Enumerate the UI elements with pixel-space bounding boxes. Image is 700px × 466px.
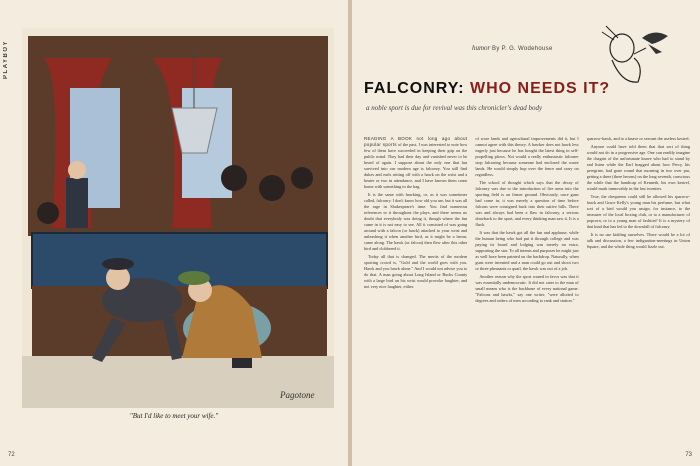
text-column-2	[475, 136, 578, 452]
left-page	[0, 0, 348, 466]
kicker-author: By P. G. Wodehouse	[492, 46, 553, 52]
right-page	[352, 0, 700, 466]
column-paragraph: True, the chequeens could still be allowed his sparrow-hawk and Grace Kelly's young man his perfume, but what sort of a bird would you assign, for instance, to the treasurer of the local boxing club, or to a manufacturer of popcorn, or to a young man of fashion? It is a mystery of that kind that has led to the downfall of falconry.	[586, 194, 690, 229]
paragraph-text: of the past, I was interested to note how few of them have succeeded in keeping their grip on the public mind. They had their day and vanished never to be heard of again. I suppose about the only one that has survived into our modern age is falconry. You still find dukes and earls setting off with a hawk on the wrist and a beater or two in attendance, and I have known them come home with something in the bag.	[364, 142, 468, 189]
column-paragraph: sparrow-hawk, and to a knave or servant the useless kestrel.	[586, 136, 690, 141]
cartoon-illustration	[22, 28, 334, 408]
column-paragraph: Today all that is changed. The merits of the modern sporting crowd is, "Gold and the world goes with you. Hawk and you hawk alone." And I would not advise you to do that. A man going about Long Island or Bucks County with a large bird on his wrist would provoke laughter, and not very nice laughter, either.	[364, 254, 468, 289]
page-number-right: 73	[685, 452, 692, 458]
headline-part-2: WHO NEEDS IT?	[470, 80, 611, 97]
text-column-1	[364, 136, 467, 452]
cartoon-signature: Pagotone	[280, 390, 315, 400]
cartoon-caption: "But I'd like to meet your wife."	[129, 412, 219, 420]
kicker-section: humor	[472, 44, 491, 52]
column-paragraph: The school of thought which says that the decay of falconry was due to the introduction of fire arms into the sporting field is on firmer ground. Obviously, once guns had come in, it was merely a question of time before falcons were consigned back into their native hills. There was and always had been a flaw in falconry, a serious drawback to the sport, and every thinking man saw it. It is a flush.	[475, 180, 579, 227]
column-paragraph: It was that the hawk got all the fun and applause, while the human being who had put it through college and was paying its board and lodging was merely an extra, supporting the star. To all intents and purposes he might just as well have been painted on the backdrop. Naturally, when guns were invented and a man could go out and shoot two or three pheasants or quail, the hawk was out of a job.	[475, 230, 579, 271]
running-head: PLAYBOY	[3, 40, 9, 79]
article-body	[364, 136, 690, 452]
column-paragraph	[364, 136, 467, 190]
article-headline	[364, 80, 610, 98]
column-paragraph: of wore lands and agricultural improvements did it, but I cannot agree with this theory. A hawker does not hawk less eagerly just because he has bought the latest thing in self-propelling plows. Not would a really enthusiastic falconer stop falconing because someone had enclosed the waste lands. He would simply hop over the fence and carry on regardless.	[475, 136, 579, 177]
article-lead-in: READING A BOOK not long ago about popular sports	[364, 136, 468, 147]
column-paragraph: Anyone could have told them that that sort of thing would not do in a progressive age. One can readily imagine the chagrin of the unfortunate knave who had to stand by and listen while the Earl bragged about how Percy, his peregrine, had gone round that morning in two over par, getting a three (three herons) on the long seventh, conscious the while that the handicap of Kenneth, his own kestrel, would mark immovably in the last twenties.	[586, 144, 690, 191]
headline-part-1: FALCONRY:	[364, 80, 465, 97]
column-paragraph: It is no use kidding ourselves. There would be a lot of talk and discussion, a few indignation-meetings in Union Square, and the whole thing would fizzle out.	[586, 232, 690, 249]
article-deck: a noble sport is due for revival was this chronicler's dead body	[366, 104, 543, 112]
text-column-3	[587, 136, 690, 452]
article-kicker	[472, 44, 553, 52]
column-paragraph: Another reason why the sport waned in favor was that it was essentially undemocratic. It did not cater to the man of small means who is the backbone of every national game. "Falcons and hawks," say one writer, "were allotted to degrees and orders of men according to rank and station."	[475, 274, 579, 303]
column-paragraph: It is the same with hawking, or, as it was sometimes called, falconry. I don't know how old you are, but it was all the rage in Shakespeare's time. You find numerous references to it throughout the plays, and there seems no doubt that everybody was doing it, though where the fun came in it is not easy to see. All it consisted of was going around with a falcon (or hawk) attached to your wrist and unleashing it when another bird, as it might be a heron, came along. The hawk (or falcon) then flew after this other bird and clobbered it.	[364, 192, 468, 251]
page-number-left: 72	[8, 452, 15, 458]
